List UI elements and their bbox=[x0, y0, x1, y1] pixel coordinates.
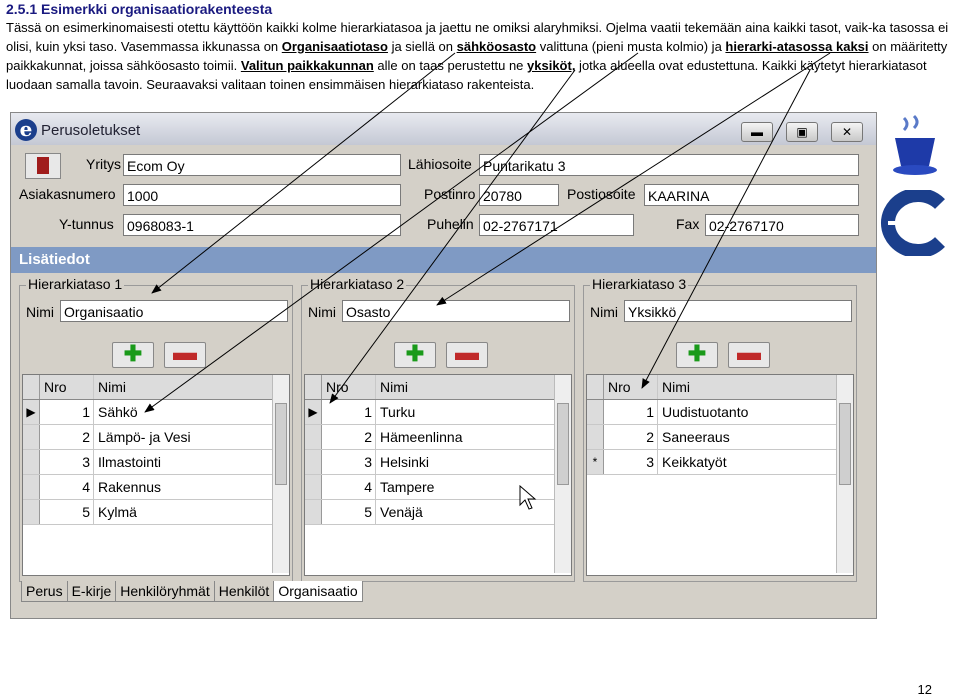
postitoimipaikka-label: Postiosoite bbox=[567, 186, 636, 202]
row-nimi: Sähkö bbox=[98, 404, 138, 420]
page-number: 12 bbox=[917, 682, 932, 697]
row-nro: 5 bbox=[322, 500, 376, 524]
row-nro: 1 bbox=[604, 400, 658, 424]
col-nimi-header[interactable]: Nimi bbox=[98, 379, 126, 395]
postinro-label: Postinro bbox=[424, 186, 476, 202]
lahiosoite-field[interactable]: Puntarikatu 3 bbox=[479, 154, 859, 176]
text-run: on määritetty paikkakunnat, joissa sähköosasto toimii. bbox=[6, 39, 948, 73]
group-title: Hierarkiataso 2 bbox=[310, 276, 405, 292]
row-nimi: Keikkatyöt bbox=[662, 454, 727, 470]
yritys-label: Yritys bbox=[86, 156, 121, 172]
fax-field[interactable]: 02-2767170 bbox=[705, 214, 859, 236]
text-run: jotka alueella ovat edustettuna. Kaikki käytetyt hierarkiatasot luodaan samalla tavoin. Seuraavaksi valitaan toinen ensimmäisen hierarkiataso rakenteista. bbox=[6, 58, 927, 92]
group-name-field[interactable]: Organisaatio bbox=[60, 300, 288, 322]
row-nro: 3 bbox=[604, 450, 658, 474]
col-nro-header[interactable]: Nro bbox=[604, 375, 658, 399]
app-logo-icon: e bbox=[15, 119, 37, 141]
row-nro: 1 bbox=[40, 400, 94, 424]
fax-label: Fax bbox=[676, 216, 700, 232]
tab-2[interactable]: E-kirje bbox=[67, 581, 117, 602]
postitoimipaikka-field[interactable]: KAARINA bbox=[644, 184, 859, 206]
row-nimi: Helsinki bbox=[380, 454, 430, 470]
row-nimi: Turku bbox=[380, 404, 416, 420]
maximize-button[interactable]: ▣ bbox=[786, 122, 818, 142]
minus-icon: ▬ bbox=[173, 339, 197, 366]
row-nro: 1 bbox=[322, 400, 376, 424]
lisatiedot-bar: Lisätiedot bbox=[11, 247, 876, 273]
tab-5[interactable]: Organisaatio bbox=[273, 581, 362, 602]
row-nro: 3 bbox=[322, 450, 376, 474]
close-button[interactable]: ✕ bbox=[831, 122, 863, 142]
row-nimi: Ilmastointi bbox=[98, 454, 162, 470]
row-indicator: ▶ bbox=[23, 400, 40, 424]
row-nimi: Lämpö- ja Vesi bbox=[98, 429, 191, 445]
col-nro-header[interactable]: Nro bbox=[322, 375, 376, 399]
col-nimi-header[interactable]: Nimi bbox=[380, 379, 408, 395]
row-nro: 2 bbox=[40, 425, 94, 449]
minimize-button[interactable]: ▬ bbox=[741, 122, 773, 142]
puhelin-field[interactable]: 02-2767171 bbox=[479, 214, 634, 236]
plus-icon: ✚ bbox=[687, 341, 707, 366]
row-nro: 4 bbox=[322, 475, 376, 499]
underlined-term: sähköosasto bbox=[456, 39, 537, 54]
row-nimi: Tampere bbox=[380, 479, 435, 495]
nimi-label: Nimi bbox=[590, 304, 618, 320]
asiakasnumero-field[interactable]: 1000 bbox=[123, 184, 401, 206]
row-nro: 3 bbox=[40, 450, 94, 474]
underlined-term: Valitun paikkakunnan bbox=[240, 58, 374, 73]
row-nimi: Rakennus bbox=[98, 479, 162, 495]
underlined-term: hierarki-atasossa kaksi bbox=[725, 39, 869, 54]
section-heading: 2.5.1 Esimerkki organisaatiorakenteesta bbox=[6, 1, 273, 17]
ytunnus-field[interactable]: 0968083-1 bbox=[123, 214, 401, 236]
tab-3[interactable]: Henkilöryhmät bbox=[115, 581, 214, 602]
group-name-field[interactable]: Osasto bbox=[342, 300, 570, 322]
row-nro: 2 bbox=[604, 425, 658, 449]
row-nro: 4 bbox=[40, 475, 94, 499]
asiakasnumero-label: Asiakasnumero bbox=[19, 186, 116, 202]
underlined-term: yksiköt, bbox=[527, 58, 576, 73]
minus-icon: ▬ bbox=[455, 339, 479, 366]
col-nro-header[interactable]: Nro bbox=[40, 375, 94, 399]
row-nimi: Venäjä bbox=[380, 504, 423, 520]
text-run: valittuna (pieni musta kolmio) ja bbox=[536, 39, 726, 54]
nimi-label: Nimi bbox=[26, 304, 54, 320]
text-run: ja siellä on bbox=[387, 39, 457, 54]
postinro-field[interactable]: 20780 bbox=[479, 184, 559, 206]
yritys-field[interactable]: Ecom Oy bbox=[123, 154, 401, 176]
window-title: Perusoletukset bbox=[41, 122, 141, 139]
text-run: alle on taas perustettu ne bbox=[373, 58, 528, 73]
minus-icon: ▬ bbox=[737, 339, 761, 366]
lahiosoite-label: Lähiosoite bbox=[408, 156, 472, 172]
row-nro: 2 bbox=[322, 425, 376, 449]
group-title: Hierarkiataso 3 bbox=[592, 276, 687, 292]
plus-icon: ✚ bbox=[405, 341, 425, 366]
underlined-term: Organisaatiotaso bbox=[281, 39, 388, 54]
tab-1[interactable]: Perus bbox=[21, 581, 68, 602]
group-title: Hierarkiataso 1 bbox=[28, 276, 123, 292]
row-indicator: ▶ bbox=[305, 400, 322, 424]
row-nimi: Hämeenlinna bbox=[380, 429, 463, 445]
row-nimi: Uudistuotanto bbox=[662, 404, 749, 420]
row-indicator: * bbox=[587, 450, 604, 474]
plus-icon: ✚ bbox=[123, 341, 143, 366]
row-nimi: Kylmä bbox=[98, 504, 137, 520]
group-name-field[interactable]: Yksikkö bbox=[624, 300, 852, 322]
text-run: Tässä on esimerkinomaisesti otettu käyttöön kaikki kolme hierarkiatasoa ja jaettu ne omiksi alaryhmiksi. Ojelma vaatii tekemään aina kaikki tasot, vaik-ka tasossa ei olisi, kuin yksi taso. Vasemmassa ikkunassa on bbox=[6, 20, 949, 54]
tab-4[interactable]: Henkilöt bbox=[214, 581, 275, 602]
puhelin-label: Puhelin bbox=[427, 216, 474, 232]
row-nro: 5 bbox=[40, 500, 94, 524]
col-nimi-header[interactable]: Nimi bbox=[662, 379, 690, 395]
ytunnus-label: Y-tunnus bbox=[59, 216, 114, 232]
row-nimi: Saneeraus bbox=[662, 429, 730, 445]
nimi-label: Nimi bbox=[308, 304, 336, 320]
